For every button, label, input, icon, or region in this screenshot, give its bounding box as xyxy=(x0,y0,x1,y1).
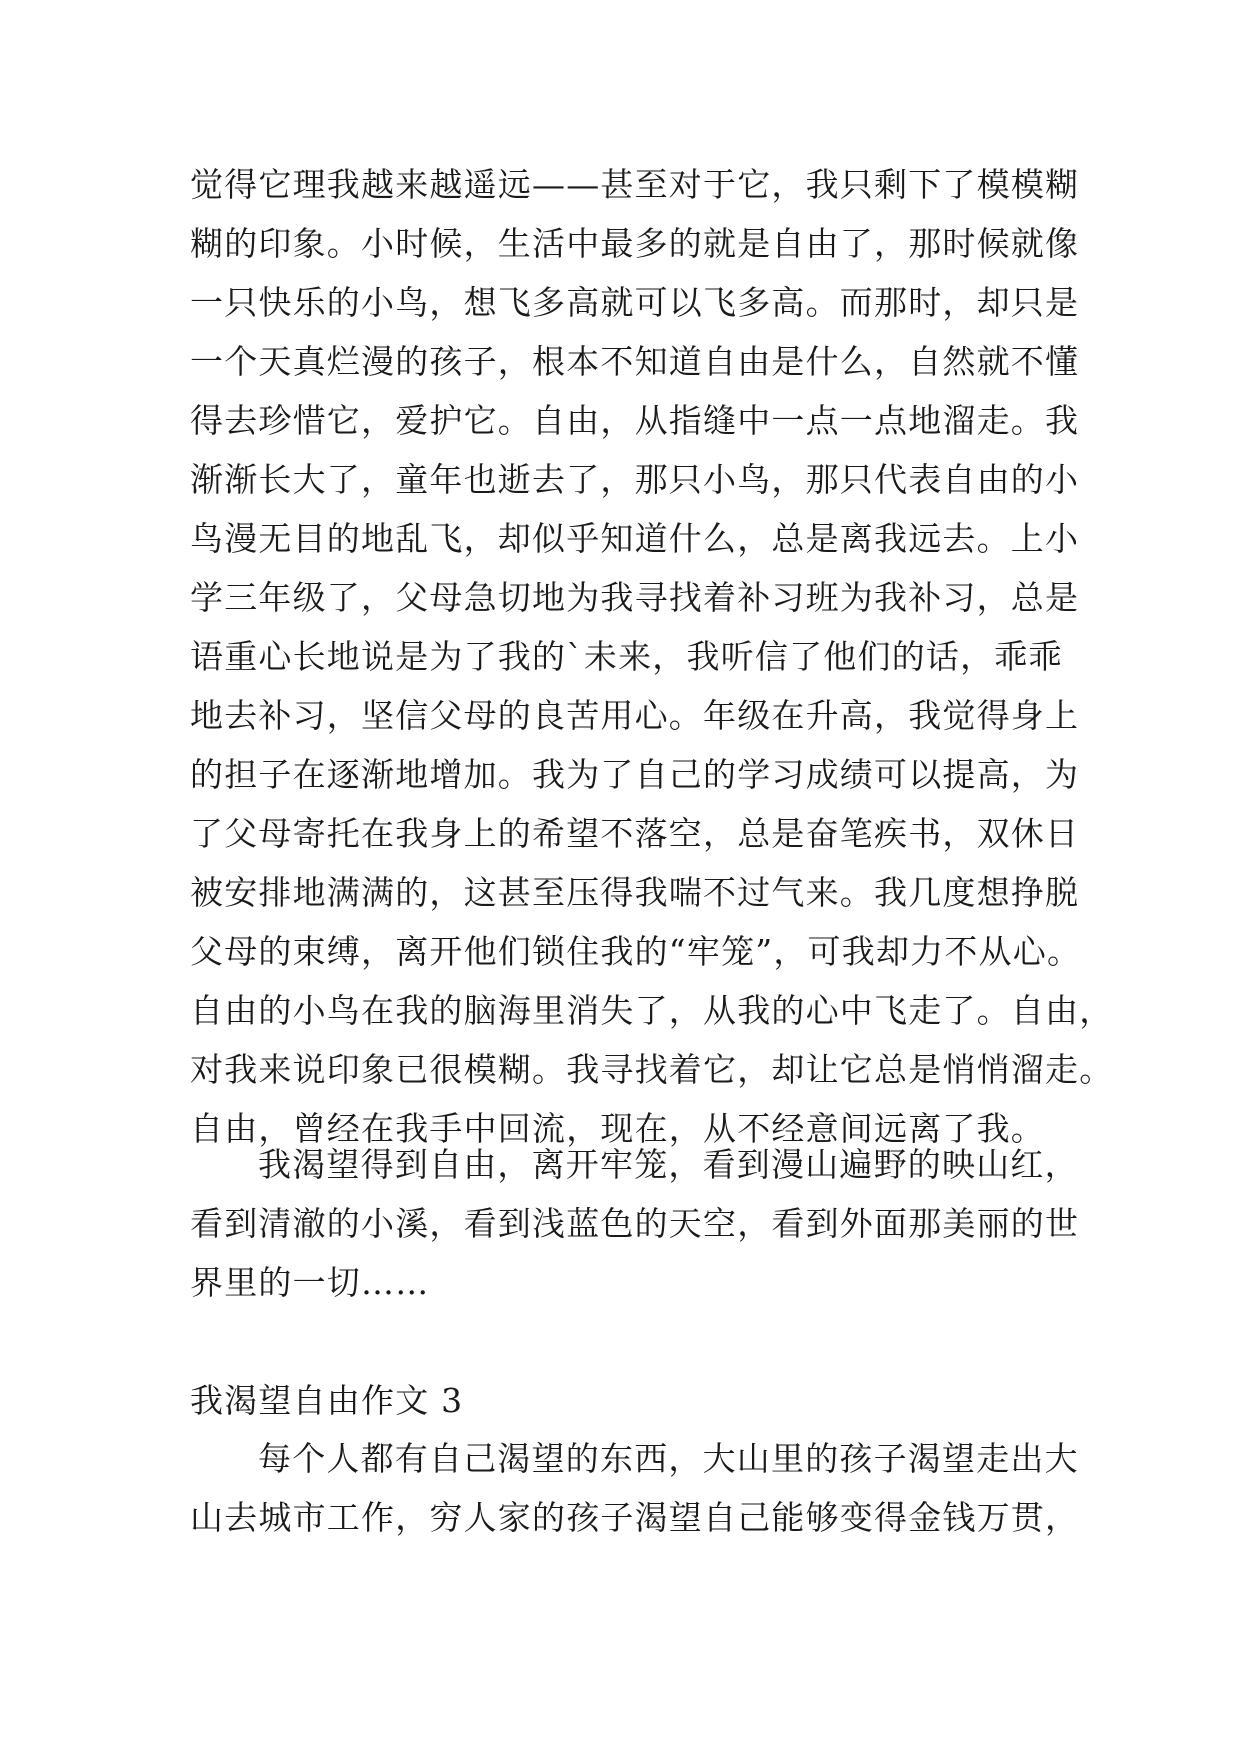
paragraph-continued xyxy=(190,155,1114,1158)
text-line: 得去珍惜它，爱护它。自由，从指缝中一点一点地溜走。我 xyxy=(190,401,1080,440)
text-line: 学三年级了，父母急切地为我寻找着补习班为我补习，总是 xyxy=(190,578,1080,617)
text-line: 地去补习，坚信父母的良苦用心。年级在升高，我觉得身上 xyxy=(190,696,1080,735)
text-line: 山去城市工作，穷人家的孩子渴望自己能够变得金钱万贯， xyxy=(190,1498,1080,1537)
text-line: 自由，曾经在我手中回流，现在，从不经意间远离了我。 xyxy=(190,1109,1045,1148)
text-line: 觉得它理我越来越遥远——甚至对于它，我只剩下了模模糊 xyxy=(190,165,1080,204)
text-line: 自由的小鸟在我的脑海里消失了，从我的心中飞走了。自由， xyxy=(190,991,1114,1030)
text-line: 对我来说印象已很模糊。我寻找着它，却让它总是悄悄溜走。 xyxy=(190,1050,1114,1089)
paragraph-2 xyxy=(190,1135,1080,1312)
text-line: 了父母寄托在我身上的希望不落空，总是奋笔疾书，双休日 xyxy=(190,814,1080,853)
essay-title: 我渴望自由作文 3 xyxy=(190,1381,464,1420)
essay-title-block xyxy=(190,1371,1070,1430)
text-line: 我渴望得到自由，离开牢笼，看到漫山遍野的映山红， xyxy=(258,1145,1079,1184)
text-line: 一只快乐的小鸟，想飞多高就可以飞多高。而那时，却只是 xyxy=(190,283,1080,322)
text-line: 语重心长地说是为了我的`未来，我听信了他们的话，乖乖 xyxy=(190,637,1063,676)
text-line: 每个人都有自己渴望的东西，大山里的孩子渴望走出大 xyxy=(258,1439,1079,1478)
text-line: 一个天真烂漫的孩子，根本不知道自由是什么，自然就不懂 xyxy=(190,342,1080,381)
text-line: 界里的一切…… xyxy=(190,1263,430,1302)
text-line: 鸟漫无目的地乱飞，却似乎知道什么，总是离我远去。上小 xyxy=(190,519,1080,558)
paragraph-3 xyxy=(190,1429,1080,1547)
text-line: 糊的印象。小时候，生活中最多的就是自由了，那时候就像 xyxy=(190,224,1080,263)
text-line: 渐渐长大了，童年也逝去了，那只小鸟，那只代表自由的小 xyxy=(190,460,1080,499)
text-line: 被安排地满满的，这甚至压得我喘不过气来。我几度想挣脱 xyxy=(190,873,1080,912)
text-line: 的担子在逐渐地增加。我为了自己的学习成绩可以提高，为 xyxy=(190,755,1080,794)
text-line: 父母的束缚，离开他们锁住我的“牢笼”，可我却力不从心。 xyxy=(190,932,1082,971)
text-line: 看到清澈的小溪，看到浅蓝色的天空，看到外面那美丽的世 xyxy=(190,1204,1080,1243)
